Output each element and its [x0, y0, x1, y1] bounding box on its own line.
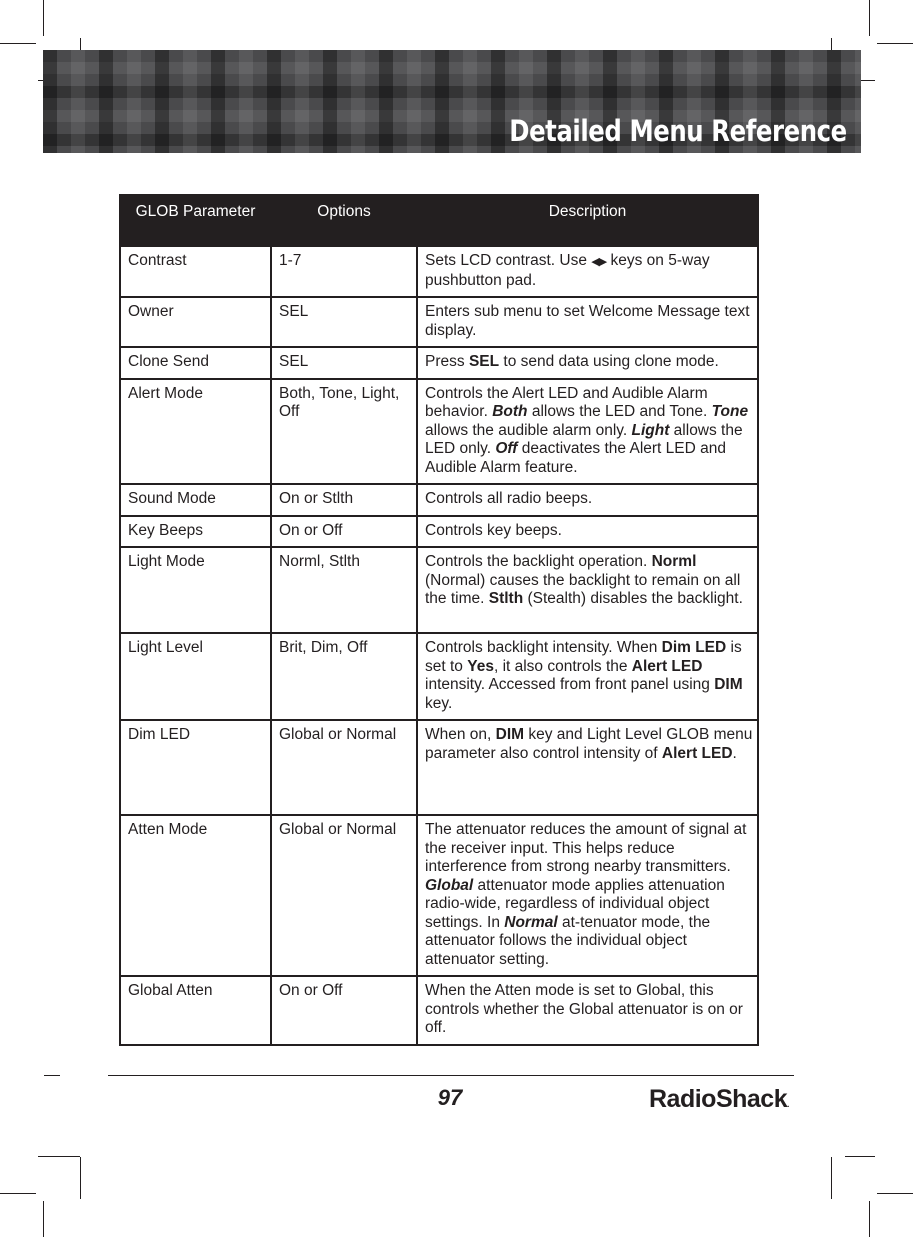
table-row — [120, 976, 758, 1045]
crop-mark — [44, 1075, 60, 1076]
options-cell: Global or Normal — [271, 720, 417, 815]
table-row — [120, 720, 758, 815]
table-row — [120, 379, 758, 485]
param-cell: Contrast — [120, 246, 271, 297]
description-cell: Sets LCD contrast. Use ◀▶ keys on 5-way pushbutton pad. — [417, 246, 758, 297]
param-cell: Global Atten — [120, 976, 271, 1045]
options-cell: Both, Tone, Light, Off — [271, 379, 417, 485]
param-cell: Owner — [120, 297, 271, 347]
options-cell: On or Stlth — [271, 484, 417, 516]
crop-mark — [0, 1193, 36, 1194]
param-cell: Atten Mode — [120, 815, 271, 976]
table-row — [120, 484, 758, 516]
footer-divider — [108, 1075, 794, 1076]
crop-mark — [877, 1193, 913, 1194]
table-header-row — [120, 195, 758, 246]
description-cell: Controls the Alert LED and Audible Alarm behavior. Both allows the LED and Tone. Tone allows the audible alarm only. Light allows the LED only. Off deactivates the Alert LED and Audible Alarm feature. — [417, 379, 758, 485]
description-cell: Enters sub menu to set Welcome Message text display. — [417, 297, 758, 347]
crop-mark — [869, 1201, 870, 1237]
crop-mark — [43, 1201, 44, 1237]
header-param: GLOB Parameter — [120, 195, 271, 246]
description-cell: Controls the backlight operation. Norml (Normal) causes the backlight to remain on all the time. Stlth (Stealth) disables the backlight. — [417, 547, 758, 633]
options-cell: Global or Normal — [271, 815, 417, 976]
crop-mark — [38, 1156, 80, 1157]
table-row — [120, 516, 758, 548]
description-cell: Press SEL to send data using clone mode. — [417, 347, 758, 379]
options-cell: On or Off — [271, 976, 417, 1045]
param-cell: Key Beeps — [120, 516, 271, 548]
table-row — [120, 633, 758, 720]
description-cell: When the Atten mode is set to Global, this controls whether the Global attenuator is on or off. — [417, 976, 758, 1045]
options-cell: SEL — [271, 297, 417, 347]
table-row — [120, 347, 758, 379]
param-cell: Light Level — [120, 633, 271, 720]
table-row — [120, 297, 758, 347]
options-cell: 1-7 — [271, 246, 417, 297]
param-cell: Light Mode — [120, 547, 271, 633]
page-title: Detailed Menu Reference — [509, 114, 847, 148]
param-cell: Sound Mode — [120, 484, 271, 516]
page-number: 97 — [437, 1085, 463, 1110]
crop-mark — [845, 1156, 875, 1157]
crop-mark — [43, 0, 44, 36]
description-cell: Controls key beeps. — [417, 516, 758, 548]
description-cell: Controls all radio beeps. — [417, 484, 758, 516]
description-cell: The attenuator reduces the amount of signal at the receiver input. This helps reduce interference from strong nearby transmitters. Global attenuator mode applies attenuation radio-wide, regardless of individual object settings. In Normal at-tenuator mode, the attenuator follows the individual object attenuator setting. — [417, 815, 758, 976]
left-right-arrows-icon: ◀▶ — [591, 256, 607, 268]
param-cell: Dim LED — [120, 720, 271, 815]
options-cell: On or Off — [271, 516, 417, 548]
options-cell: SEL — [271, 347, 417, 379]
crop-mark — [80, 1157, 81, 1199]
description-cell: Controls backlight intensity. When Dim LED is set to Yes, it also controls the Alert LED intensity. Accessed from front panel using DIM key. — [417, 633, 758, 720]
options-cell: Norml, Stlth — [271, 547, 417, 633]
description-cell: When on, DIM key and Light Level GLOB menu parameter also control intensity of Alert LED. — [417, 720, 758, 815]
param-cell: Clone Send — [120, 347, 271, 379]
table-row — [120, 815, 758, 976]
radioshack-logo: RadioShack. — [649, 1085, 789, 1113]
table-row — [120, 246, 758, 297]
crop-mark — [831, 1157, 832, 1199]
header-description: Description — [417, 195, 758, 246]
crop-mark — [869, 0, 870, 36]
crop-mark — [0, 43, 36, 44]
crop-mark — [877, 43, 913, 44]
header-options: Options — [271, 195, 417, 246]
options-cell: Brit, Dim, Off — [271, 633, 417, 720]
glob-parameter-table — [119, 194, 759, 1046]
table-row — [120, 547, 758, 633]
param-cell: Alert Mode — [120, 379, 271, 485]
